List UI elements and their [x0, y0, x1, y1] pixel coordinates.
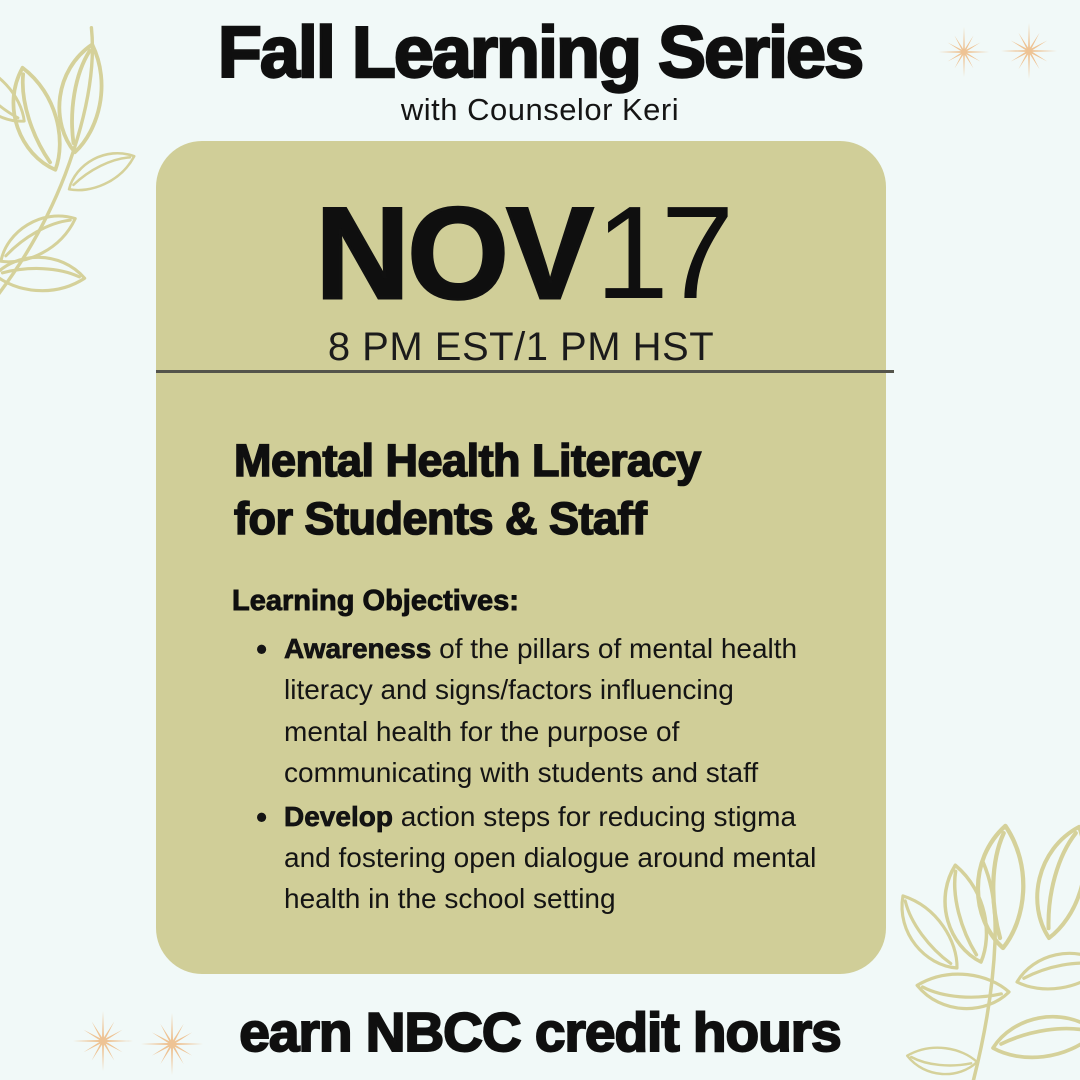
objective-item — [252, 628, 818, 793]
footer — [0, 1000, 1080, 1064]
event-month: NOV — [315, 180, 592, 326]
page-title: Fall Learning Series — [217, 13, 863, 93]
objective-text: action steps for reducing stigma and fostering open dialogue around mental health in the school setting — [284, 800, 817, 915]
footer-text: earn NBCC credit hours — [239, 1001, 841, 1063]
divider-line — [156, 370, 894, 373]
page-subtitle: with Counselor Keri — [400, 91, 680, 127]
objective-text: of the pillars of mental health literacy and signs/factors influencing mental health for the purpose of communicating with students and staff — [284, 633, 798, 788]
event-title-line1: Mental Health Literacy — [234, 435, 701, 486]
header — [0, 13, 1080, 128]
objective-lead: Develop — [284, 800, 393, 832]
objective-item — [252, 796, 818, 919]
objectives-list — [252, 628, 818, 919]
event-day: 17 — [595, 179, 727, 326]
event-time: 8 PM EST/1 PM HST — [327, 325, 715, 369]
objective-lead: Awareness — [284, 633, 432, 665]
event-title — [234, 432, 846, 547]
event-date — [156, 179, 886, 326]
objectives-label: Learning Objectives: — [232, 585, 519, 618]
event-card — [156, 141, 886, 974]
event-title-line2: for Students & Staff — [234, 492, 647, 544]
